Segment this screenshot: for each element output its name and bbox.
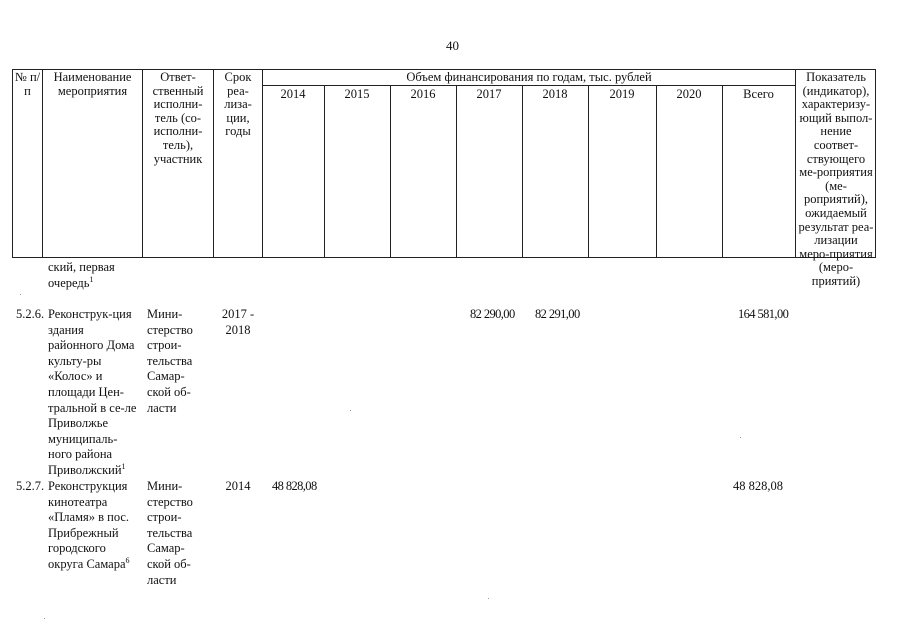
header-year-2019: 2019 — [609, 87, 635, 101]
row-executor: Мини-стерство строи-тельства Самар-ской об-ласти — [147, 479, 193, 587]
column-divider — [795, 69, 796, 258]
header-year-2014: 2014 — [280, 87, 306, 101]
column-divider — [42, 69, 43, 258]
header-indicator: Показатель (индикатор), характеризу-ющий выпол-нение соответ-ствующего ме-роприятия (ме-роприятий), ожидаемый результат реа-лизации меро-приятия (меро-приятий) — [798, 70, 874, 288]
year-divider — [456, 85, 457, 258]
header-total: Всего — [743, 87, 774, 101]
row-executor: Мини-стерство строи-тельства Самар-ской об-ласти — [147, 307, 193, 415]
row-number: 5.2.6. — [16, 307, 45, 321]
scan-speck — [488, 598, 489, 599]
footnote-mark: 1 — [89, 274, 94, 284]
header-year-2020: 2020 — [676, 87, 702, 101]
funding-subheader-line — [262, 85, 795, 86]
column-divider — [142, 69, 143, 258]
page-number: 40 — [446, 38, 459, 53]
header-name: Наименование мероприятия — [53, 70, 132, 98]
row-term: 2014 — [225, 479, 251, 493]
year-divider — [324, 85, 325, 258]
header-funding: Объем финансирования по годам, тыс. рублей — [406, 70, 652, 84]
row-value-2017: 82 290,00 — [470, 307, 515, 321]
row-value-2018: 82 291,00 — [535, 307, 580, 321]
scan-speck — [20, 294, 21, 295]
column-divider — [213, 69, 214, 258]
year-divider — [588, 85, 589, 258]
continued-name — [48, 260, 140, 291]
row-total: 164 581,00 — [738, 307, 789, 321]
header-year-2015: 2015 — [344, 87, 370, 101]
header-year-2018: 2018 — [542, 87, 568, 101]
continued-name-text: ский, первая очередь — [48, 260, 115, 290]
header-term: Срок реа-лиза-ции, годы — [224, 70, 252, 139]
row-term: 2017 - 2018 — [221, 307, 255, 337]
scan-speck — [350, 410, 351, 411]
row-name — [48, 479, 142, 573]
row-name-text: Реконструк-ция здания районного Дома культу-ры «Колос» и площади Цен-тральной в се-ле Приволжье муниципаль-ного района Приволжский — [48, 307, 137, 477]
header-year-2017: 2017 — [476, 87, 502, 101]
row-total: 48 828,08 — [733, 479, 783, 493]
year-divider — [390, 85, 391, 258]
year-divider — [722, 85, 723, 258]
row-value-2014: 48 828,08 — [272, 479, 317, 493]
header-number: № п/п — [14, 70, 41, 98]
year-divider — [522, 85, 523, 258]
year-divider — [656, 85, 657, 258]
row-name-text: Реконструкция кинотеатра «Пламя» в пос. Прибрежный городского округа Самара — [48, 479, 130, 571]
footnote-mark: 6 — [125, 555, 130, 565]
row-number: 5.2.7. — [16, 479, 45, 493]
header-year-2016: 2016 — [410, 87, 436, 101]
header-executor: Ответ-ственный исполни-тель (со-исполни-тель), участник — [152, 70, 204, 166]
footnote-mark: 1 — [121, 461, 126, 471]
scan-speck — [44, 618, 45, 619]
scan-speck — [740, 437, 741, 438]
row-name — [48, 307, 141, 479]
